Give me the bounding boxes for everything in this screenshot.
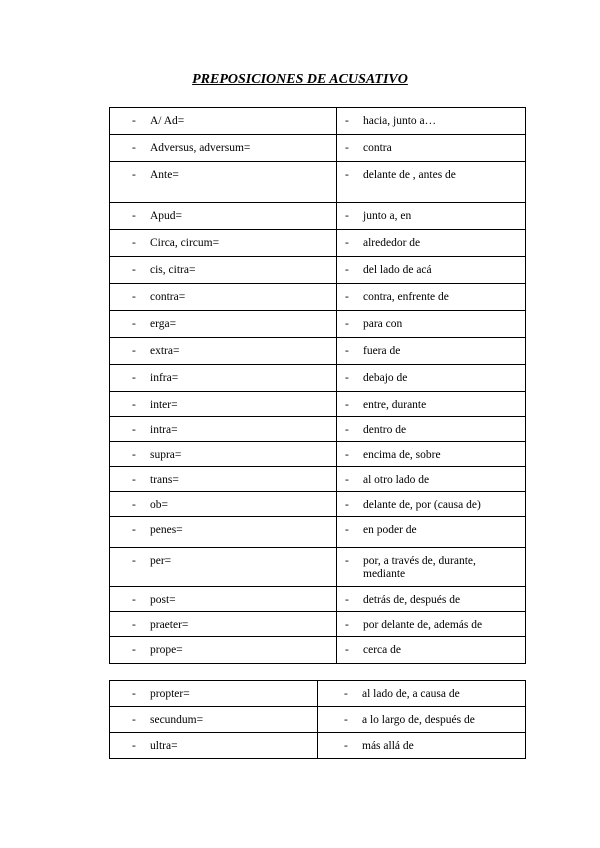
spanish-meaning: hacia, junto a… bbox=[363, 115, 437, 127]
bullet-dash: - bbox=[132, 142, 136, 154]
spanish-cell bbox=[337, 108, 526, 135]
bullet-dash: - bbox=[132, 688, 136, 700]
latin-cell bbox=[110, 467, 337, 492]
latin-preposition: supra= bbox=[150, 449, 182, 461]
spanish-cell bbox=[337, 417, 526, 442]
prepositions-table bbox=[109, 107, 526, 664]
spanish-cell bbox=[337, 230, 526, 257]
latin-cell bbox=[110, 417, 337, 442]
spanish-cell bbox=[337, 442, 526, 467]
latin-preposition: trans= bbox=[150, 474, 179, 486]
bullet-dash: - bbox=[345, 594, 349, 606]
bullet-dash: - bbox=[132, 399, 136, 411]
bullet-dash: - bbox=[345, 291, 349, 303]
spanish-cell bbox=[337, 587, 526, 612]
latin-preposition: Ante= bbox=[150, 169, 179, 181]
bullet-dash: - bbox=[345, 237, 349, 249]
latin-cell bbox=[110, 284, 337, 311]
latin-preposition: ob= bbox=[150, 499, 168, 511]
spanish-cell bbox=[337, 135, 526, 162]
table-row bbox=[110, 492, 526, 517]
bullet-dash: - bbox=[345, 424, 349, 436]
latin-preposition: infra= bbox=[150, 372, 179, 384]
spanish-cell bbox=[337, 338, 526, 365]
spanish-cell bbox=[337, 392, 526, 417]
latin-cell bbox=[110, 517, 337, 548]
page-title: PREPOSICIONES DE ACUSATIVO bbox=[192, 72, 408, 87]
table-row bbox=[110, 467, 526, 492]
spanish-cell bbox=[337, 517, 526, 548]
bullet-dash: - bbox=[345, 524, 349, 536]
latin-preposition: erga= bbox=[150, 318, 177, 330]
spanish-cell bbox=[337, 467, 526, 492]
latin-cell bbox=[110, 681, 318, 707]
spanish-meaning: por, a través de, durante, mediante bbox=[363, 555, 476, 580]
latin-cell bbox=[110, 108, 337, 135]
spanish-meaning: debajo de bbox=[363, 372, 408, 384]
latin-preposition: Apud= bbox=[150, 210, 183, 222]
latin-preposition: penes= bbox=[150, 524, 183, 536]
spanish-cell bbox=[337, 284, 526, 311]
table-row bbox=[110, 548, 526, 587]
bullet-dash: - bbox=[132, 449, 136, 461]
bullet-dash: - bbox=[132, 714, 136, 726]
table-row bbox=[110, 230, 526, 257]
spanish-meaning: más allá de bbox=[362, 740, 414, 752]
bullet-dash: - bbox=[345, 449, 349, 461]
prepositions-table-continued bbox=[109, 680, 526, 759]
table-row bbox=[110, 108, 526, 135]
bullet-dash: - bbox=[132, 474, 136, 486]
latin-preposition: post= bbox=[150, 594, 176, 606]
table-row bbox=[110, 365, 526, 392]
spanish-meaning: cerca de bbox=[363, 644, 401, 656]
bullet-dash: - bbox=[132, 169, 136, 181]
latin-cell bbox=[110, 230, 337, 257]
bullet-dash: - bbox=[345, 555, 349, 567]
latin-cell bbox=[110, 637, 337, 664]
latin-preposition: ultra= bbox=[150, 740, 178, 752]
spanish-cell bbox=[337, 548, 526, 587]
table-row bbox=[110, 392, 526, 417]
bullet-dash: - bbox=[345, 142, 349, 154]
bullet-dash: - bbox=[132, 619, 136, 631]
latin-cell bbox=[110, 707, 318, 733]
spanish-cell bbox=[337, 162, 526, 203]
table-row bbox=[110, 257, 526, 284]
table-row bbox=[110, 417, 526, 442]
bullet-dash: - bbox=[345, 499, 349, 511]
spanish-meaning: contra, enfrente de bbox=[363, 291, 449, 303]
spanish-meaning: dentro de bbox=[363, 424, 407, 436]
bullet-dash: - bbox=[345, 372, 349, 384]
bullet-dash: - bbox=[345, 345, 349, 357]
spanish-meaning: al otro lado de bbox=[363, 474, 430, 486]
table-row bbox=[110, 162, 526, 203]
spanish-meaning: a lo largo de, después de bbox=[362, 714, 475, 726]
spanish-cell bbox=[318, 681, 526, 707]
spanish-meaning: junto a, en bbox=[363, 210, 412, 222]
spanish-cell bbox=[337, 257, 526, 284]
spanish-meaning: para con bbox=[363, 318, 403, 330]
latin-cell bbox=[110, 311, 337, 338]
latin-cell bbox=[110, 612, 337, 637]
bullet-dash: - bbox=[132, 264, 136, 276]
latin-cell bbox=[110, 257, 337, 284]
bullet-dash: - bbox=[345, 644, 349, 656]
spanish-cell bbox=[337, 637, 526, 664]
spanish-meaning: entre, durante bbox=[363, 399, 427, 411]
latin-preposition: secundum= bbox=[150, 714, 204, 726]
latin-preposition: Adversus, adversum= bbox=[150, 142, 251, 154]
bullet-dash: - bbox=[345, 264, 349, 276]
latin-preposition: extra= bbox=[150, 345, 180, 357]
latin-preposition: prope= bbox=[150, 644, 183, 656]
bullet-dash: - bbox=[345, 169, 349, 181]
table-row bbox=[110, 338, 526, 365]
bullet-dash: - bbox=[345, 619, 349, 631]
latin-preposition: propter= bbox=[150, 688, 190, 700]
table-row bbox=[110, 587, 526, 612]
bullet-dash: - bbox=[344, 740, 348, 752]
bullet-dash: - bbox=[132, 740, 136, 752]
bullet-dash: - bbox=[132, 237, 136, 249]
spanish-meaning: fuera de bbox=[363, 345, 401, 357]
latin-preposition: Circa, circum= bbox=[150, 237, 220, 249]
latin-preposition: A/ Ad= bbox=[150, 115, 185, 127]
bullet-dash: - bbox=[132, 291, 136, 303]
spanish-cell bbox=[337, 311, 526, 338]
spanish-meaning: delante de , antes de bbox=[363, 169, 456, 181]
bullet-dash: - bbox=[132, 594, 136, 606]
table-row bbox=[110, 135, 526, 162]
table-row bbox=[110, 442, 526, 467]
bullet-dash: - bbox=[132, 524, 136, 536]
bullet-dash: - bbox=[132, 345, 136, 357]
spanish-cell bbox=[337, 492, 526, 517]
bullet-dash: - bbox=[132, 372, 136, 384]
bullet-dash: - bbox=[344, 688, 348, 700]
latin-cell bbox=[110, 392, 337, 417]
latin-preposition: inter= bbox=[150, 399, 178, 411]
bullet-dash: - bbox=[132, 424, 136, 436]
spanish-cell bbox=[318, 733, 526, 759]
bullet-dash: - bbox=[132, 644, 136, 656]
latin-cell bbox=[110, 135, 337, 162]
bullet-dash: - bbox=[345, 115, 349, 127]
spanish-cell bbox=[337, 203, 526, 230]
bullet-dash: - bbox=[345, 318, 349, 330]
latin-cell bbox=[110, 492, 337, 517]
bullet-dash: - bbox=[132, 555, 136, 567]
spanish-meaning: delante de, por (causa de) bbox=[363, 499, 481, 511]
table-row bbox=[110, 311, 526, 338]
spanish-meaning: contra bbox=[363, 142, 392, 154]
table-row bbox=[110, 203, 526, 230]
spanish-meaning: alrededor de bbox=[363, 237, 421, 249]
spanish-meaning: por delante de, además de bbox=[363, 619, 483, 631]
table-row bbox=[110, 707, 526, 733]
spanish-cell bbox=[318, 707, 526, 733]
spanish-meaning: del lado de acá bbox=[363, 264, 432, 276]
spanish-meaning: en poder de bbox=[363, 524, 417, 536]
latin-cell bbox=[110, 587, 337, 612]
latin-preposition: cis, citra= bbox=[150, 264, 196, 276]
bullet-dash: - bbox=[132, 210, 136, 222]
latin-preposition: intra= bbox=[150, 424, 178, 436]
table-row bbox=[110, 681, 526, 707]
bullet-dash: - bbox=[345, 210, 349, 222]
spanish-meaning: encima de, sobre bbox=[363, 449, 441, 461]
bullet-dash: - bbox=[345, 399, 349, 411]
latin-cell bbox=[110, 442, 337, 467]
bullet-dash: - bbox=[132, 115, 136, 127]
spanish-cell bbox=[337, 365, 526, 392]
table-row bbox=[110, 517, 526, 548]
table-row bbox=[110, 637, 526, 664]
latin-preposition: per= bbox=[150, 555, 172, 567]
table-row bbox=[110, 284, 526, 311]
latin-preposition: contra= bbox=[150, 291, 186, 303]
table-row bbox=[110, 733, 526, 759]
bullet-dash: - bbox=[344, 714, 348, 726]
spanish-meaning: detrás de, después de bbox=[363, 594, 461, 606]
latin-cell bbox=[110, 203, 337, 230]
latin-cell bbox=[110, 548, 337, 587]
latin-cell bbox=[110, 365, 337, 392]
spanish-meaning: al lado de, a causa de bbox=[362, 688, 460, 700]
table-row bbox=[110, 612, 526, 637]
latin-cell bbox=[110, 733, 318, 759]
latin-preposition: praeter= bbox=[150, 619, 189, 631]
bullet-dash: - bbox=[132, 318, 136, 330]
bullet-dash: - bbox=[345, 474, 349, 486]
latin-cell bbox=[110, 162, 337, 203]
latin-cell bbox=[110, 338, 337, 365]
bullet-dash: - bbox=[132, 499, 136, 511]
spanish-cell bbox=[337, 612, 526, 637]
